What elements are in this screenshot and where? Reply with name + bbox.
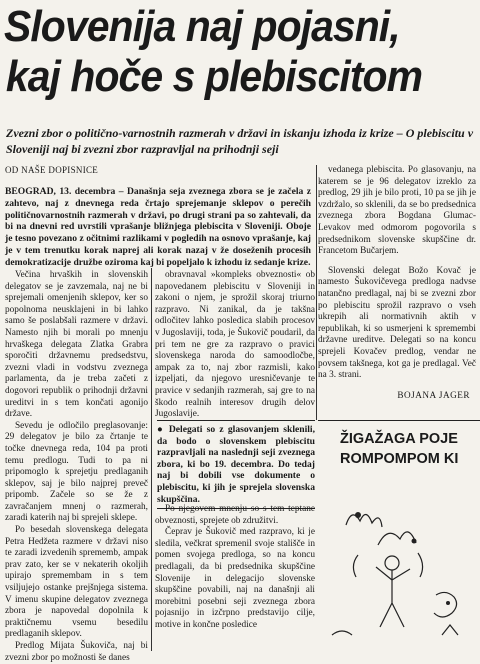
- promo-title-line-1: ŽIGAŽAGA POJE: [340, 431, 458, 447]
- byline-column: [5, 165, 148, 179]
- promo-title: [340, 429, 480, 469]
- promo-illustration: [318, 485, 480, 652]
- author-signature: BOJANA JAGER: [397, 389, 470, 400]
- paragraph: Večina hrvaških in slovenskih delegatov se je zavzemala, naj ne bi sprejemali omenjenih sklepov, ker so popolnoma neusklajeni in bi lahko samo še poslabšali razmere v državi. Namesto njih bi morali po mnenju hrvaškega delegata Zlatka Grabra sporočiti državnemu predsedstvu, zvezni vladi in vodstvu zveznega parlamenta, da je treba začeti z dogovori republik o prihodnji državni ureditvi in s tem končati agonijo države.: [5, 270, 148, 420]
- correspondent-byline: OD NAŠE DOPISNICE: [5, 165, 99, 175]
- paragraph: vedanega plebiscita. Po glasovanju, na katerem se je 96 delegatov izreklo za predlog, 29 jih je bilo proti, 10 pa se jih je vzdržalo, so sklenili, da se bo predsednica zveznega zbora Bogdana Glumac-Levakov med odmorom pogovorila s predsednikom slovenske skupščine dr. Francetom Bučarjem.: [318, 165, 476, 257]
- headline-line-2: kaj hoče s plebiscitom: [5, 52, 423, 101]
- paragraph: Po besedah slovenskega delegata Petra Hedžeta razmere v državi niso te zaradi izvedenih sprememb, ampak prav zato, ker se v nekaterih okoljih upirajo spremembam in s tem vsiljujejo ostanke prejšnjega sistema. V imenu skupine delegatov zveznega zbora je napovedal dopolnila k praktičnemu vsemu besedilu predlaganih sklepov.: [5, 525, 148, 640]
- article-column-2: [155, 270, 315, 421]
- promo-box: [318, 420, 480, 652]
- headline: [4, 2, 443, 102]
- paragraph: Čeprav je Šukovič med razpravo, ki je sledila, večkrat spremenil svoje stališče in pomen svojega predloga, so na koncu predlagali, da bi predsednika skupščine Slovenije in delegacijo slovenske skupščine povabili, naj na današnji ali morebitni posebni seji zveznega zbora pojasnijo in izčrpno predstavijo cilje, motive in končne posledice: [155, 527, 315, 630]
- dateline: BEOGRAD, 13. decembra –: [5, 186, 124, 197]
- lead-paragraph: [5, 186, 311, 269]
- article-column-3: [318, 165, 476, 401]
- highlight-box: ● Delegati so z glasovanjem sklenili, da bodo o slovenskem plebiscitu razpravljali na naslednji seji zveznega zbora, ki bo 19. decembra. Do tedaj naj bi dobili vse dokumente o plebiscitu, ki jih je sprejela slovenska skupščina.: [157, 420, 315, 509]
- lead-text: Današnja seja zveznega zbora se je začela z zahtevo, naj z dnevnega reda črtajo sprejemanje sklepov o perečih političnovarnostnih razmerah v državi, po drugi strani pa so zahtevali, da bi na dnevni red uvrstili vprašanje bližnjega plebiscita v Sloveniji. Oboje je tesno povezano z očitnimi razlikami v pogledih na osnovo vprašanje, kaj je v tem trenutku korak naprej ali korak nazaj v že doseženih procesih demokratizacije družbe oziroma kaj bi popeljalo k izhodu iz sedanje krize.: [5, 186, 311, 268]
- column-rule: [151, 268, 152, 651]
- paragraph: obravnaval »kompleks obveznosti« ob napovedanem plebiscitu v Sloveniji in zakoni o njem, je sprožil skoraj triurno razpravo. Ni zanikal, da je takšna odločitev lahko posledica slabih procesov v Jugoslaviji, toda, je Šukovič poudaril, da pri tem ne gre za razpravo o pravici slovenskega naroda do samoodločbe, ampak za to, naj zbor razmisli, kako izpeljati, da njegovo uresničevanje te pravice v sedanjih razmerah, saj gre to na škodo realnih interesov drugih delov Jugoslavije.: [155, 270, 315, 420]
- promo-title-line-2: ROMPOMPOM KI: [340, 451, 459, 467]
- article-column-2b: [155, 504, 315, 632]
- paragraph: Sevedu je odločilo preglasovanje: 29 delegatov je bilo za črtanje te točke dnevnega reda, 104 pa proti temu predlogu. Tudi to pa ni pripomoglo k sprejetju predlaganih sklepov, saj je bilo najprej preveč pripomb. Začele so se že z zavračanjem mnenj o razmerah, zaradi katerih naj bi sprejeli sklepe.: [5, 420, 148, 524]
- article-column-1: [5, 270, 148, 664]
- column-rule: [316, 165, 317, 420]
- deck-subheadline: Zvezni zbor o politično-varnostnih razmerah v državi in iskanju izhoda iz krize – O plebiscitu v Sloveniji naj bi zvezni zbor razpravljal na prihodnji seji: [6, 126, 474, 156]
- paragraph: Slovenski delegat Božo Kovač je namesto Šukovičevega predloga nadvse natančno predlagal, naj bi se zvezni zbor po plebiscitu sprožil razpravo o vseh ukrepih ali normativnih aktih v republikah, ki so usmerjeni k spremembi državne ureditve. Delegati so na koncu sprejeli Kovačev predlog, vendar ne povsem takšnega, kot ga je predlagal. Več na 3. strani.: [318, 265, 476, 381]
- paragraph: Predlog Mijata Šukoviča, naj bi zvezni zbor po možnosti še danes: [5, 641, 148, 663]
- headline-line-1: Slovenija naj pojasni,: [4, 2, 400, 51]
- paragraph: Po njegovem mnenju so s tem teptane obveznosti, sprejete ob združitvi.: [155, 504, 315, 526]
